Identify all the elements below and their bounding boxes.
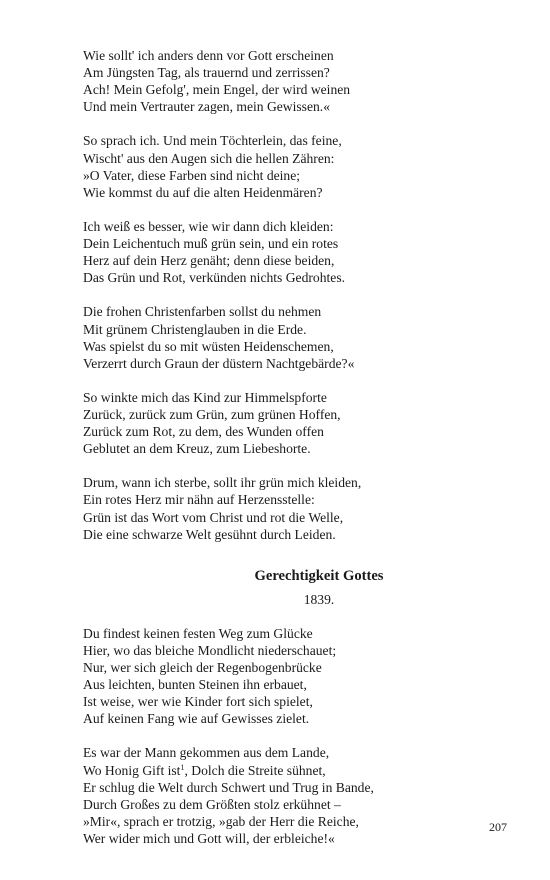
verse-line: »O Vater, diese Farben sind nicht deine; xyxy=(83,167,301,183)
verse-line: Ach! Mein Gefolg', mein Engel, der wird weinen xyxy=(83,82,351,98)
poem-title: Gerechtigkeit Gottes xyxy=(254,567,384,584)
poem2-stanza-2 xyxy=(83,744,483,847)
verse-line: Die frohen Christenfarben sollst du nehmen xyxy=(83,304,322,320)
poem1-stanza-3 xyxy=(83,218,483,286)
verse-line: Er schlug die Welt durch Schwert und Trug in Bande, xyxy=(83,779,374,795)
poem1-stanza-6 xyxy=(83,474,483,542)
verse-line: Ist weise, wer wie Kinder fort sich spielet, xyxy=(83,694,313,710)
verse-line: Ich weiß es besser, wie wir dann dich kleiden: xyxy=(83,218,334,234)
poem1-stanza-1 xyxy=(83,47,483,115)
verse-line: Du findest keinen festen Weg zum Glücke xyxy=(83,625,313,641)
verse-line: Ein rotes Herz mir nähn auf Herzensstelle: xyxy=(83,492,315,508)
poem1-stanza-2 xyxy=(83,132,483,200)
verse-line: Grün ist das Wort vom Christ und rot die Welle, xyxy=(83,509,344,525)
page-number: 207 xyxy=(489,820,507,834)
verse-line: Geblutet an dem Kreuz, zum Liebeshorte. xyxy=(83,441,311,457)
page-text xyxy=(83,47,483,847)
verse-line: Drum, wann ich sterbe, sollt ihr grün mich kleiden, xyxy=(83,475,362,491)
verse-line: Am Jüngsten Tag, als trauernd und zerrissen? xyxy=(83,65,330,81)
verse-text: Wo Honig Gift ist xyxy=(83,762,181,778)
verse-line: Es war der Mann gekommen aus dem Lande, xyxy=(83,745,330,761)
verse-line-with-footnote xyxy=(83,762,483,779)
verse-line: »Mir«, sprach er trotzig, »gab der Herr die Reiche, xyxy=(83,813,359,829)
footnote-marker[interactable]: 1 xyxy=(180,762,185,772)
poem1-stanza-4 xyxy=(83,303,483,371)
verse-line: Aus leichten, bunten Steinen ihn erbauet, xyxy=(83,677,307,693)
verse-line: Hier, wo das bleiche Mondlicht niederschauet; xyxy=(83,642,337,658)
verse-line: Wie sollt' ich anders denn vor Gott erscheinen xyxy=(83,48,334,63)
verse-line: Verzerrt durch Graun der düstern Nachtgebärde?« xyxy=(83,355,355,371)
verse-line: Wie kommst du auf die alten Heidenmären? xyxy=(83,184,323,200)
verse-line: So winkte mich das Kind zur Himmelspforte xyxy=(83,389,327,405)
verse-line: Wischt' aus den Augen sich die hellen Zähren: xyxy=(83,150,335,166)
verse-line: Durch Großes zu dem Größten stolz erkühnet – xyxy=(83,796,341,812)
poem-date: 1839. xyxy=(303,591,335,607)
verse-line: Zurück zum Rot, zu dem, des Wunden offen xyxy=(83,424,324,440)
verse-line: So sprach ich. Und mein Töchterlein, das feine, xyxy=(83,133,342,149)
verse-line: Herz auf dein Herz genäht; denn diese beiden, xyxy=(83,253,335,269)
poem2-stanza-1 xyxy=(83,625,483,728)
verse-text: , Dolch die Streite sühnet, xyxy=(184,762,326,778)
verse-line: Und mein Vertrauter zagen, mein Gewissen.« xyxy=(83,99,331,115)
poem1-stanza-5 xyxy=(83,389,483,457)
verse-line: Das Grün und Rot, verkünden nichts Gedrohtes. xyxy=(83,270,346,286)
verse-line: Auf keinen Fang wie auf Gewisses zielet. xyxy=(83,711,310,727)
verse-line: Zurück, zurück zum Grün, zum grünen Hoffen, xyxy=(83,406,341,422)
verse-line: Die eine schwarze Welt gesühnt durch Leiden. xyxy=(83,526,336,542)
verse-line: Nur, wer sich gleich der Regenbogenbrücke xyxy=(83,660,322,675)
verse-line: Wer wider mich und Gott will, der erbleiche!« xyxy=(83,830,335,846)
verse-line: Was spielst du so mit wüsten Heidenschemen, xyxy=(83,338,334,354)
verse-line: Dein Leichentuch muß grün sein, und ein rotes xyxy=(83,236,339,252)
verse-line: Mit grünem Christenglauben in die Erde. xyxy=(83,321,307,337)
